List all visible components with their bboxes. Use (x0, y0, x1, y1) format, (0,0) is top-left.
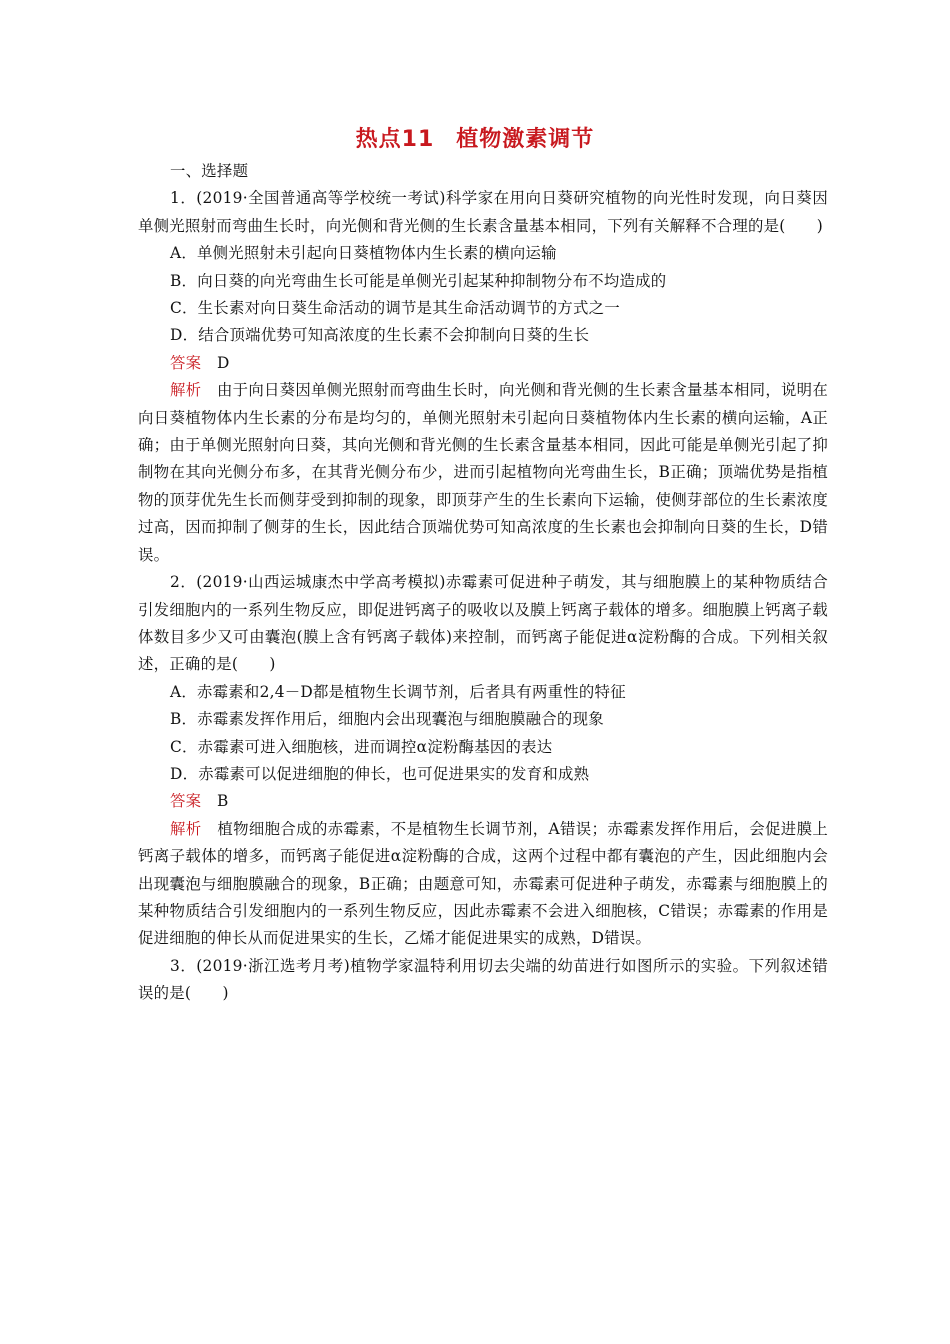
answer-value: B (216, 792, 229, 811)
question-1-option-a: A．单侧光照射未引起向日葵植物体内生长素的横向运输 (170, 244, 557, 263)
question-1-option-b: B．向日葵的向光弯曲生长可能是单侧光引起某种抑制物分布不均造成的 (170, 271, 667, 290)
question-2-option-d: D．赤霉素可以促进细胞的伸长，也可促进果实的发育和成熟 (170, 764, 590, 783)
question-2-answer (138, 788, 828, 815)
question-2-option-a: A．赤霉素和2,4－D都是植物生长调节剂，后者具有两重性的特征 (170, 682, 626, 701)
question-2-stem: 2．(2019·山西运城康杰中学高考模拟)赤霉素可促进种子萌发，其与细胞膜上的某种物质结合引发细胞内的一系列生物反应，即促进钙离子的吸收以及膜上钙离子载体的增多。细胞膜上钙离子载体数目多少又可由囊泡(膜上含有钙离子载体)来控制，而钙离子能促进α淀粉酶的合成。下列相关叙述，正确的是( ) (138, 573, 828, 674)
question-1-answer (138, 350, 828, 377)
answer-label: 答案 (170, 792, 202, 811)
analysis-label: 解析 (170, 819, 202, 838)
document-body (138, 158, 828, 1008)
analysis-text: 由于向日葵因单侧光照射而弯曲生长时，向光侧和背光侧的生长素含量基本相同，说明在向日葵植物体内生长素的分布是均匀的，单侧光照射未引起向日葵植物体内生长素的横向运输，A正确；由于单侧光照射向日葵，其向光侧和背光侧的生长素含量基本相同，因此可能是单侧光引起了抑制物在其向光侧分布多，在其背光侧分布少，进而引起植物向光弯曲生长，B正确；顶端优势是指植物的顶芽优先生长而侧芽受到抑制的现象，即顶芽产生的生长素向下运输，使侧芽部位的生长素浓度过高，因而抑制了侧芽的生长，因此结合顶端优势可知高浓度的生长素也会抑制向日葵的生长，D错误。 (138, 381, 828, 564)
page-title (0, 122, 950, 153)
question-1-option-c: C．生长素对向日葵生命活动的调节是其生命活动调节的方式之一 (170, 299, 620, 318)
analysis-text: 植物细胞合成的赤霉素，不是植物生长调节剂，A错误；赤霉素发挥作用后，会促进膜上钙离子载体的增多，而钙离子能促进α淀粉酶的合成，这两个过程中都有囊泡的产生，因此细胞内会出现囊泡与细胞膜融合的现象，B正确；由题意可知，赤霉素可促进种子萌发，赤霉素与细胞膜上的某种物质结合引发细胞内的一系列生物反应，因此赤霉素不会进入细胞核，C错误；赤霉素的作用是促进细胞的伸长从而促进果实的生长，乙烯才能促进果实的成熟，D错误。 (138, 819, 828, 948)
question-1-analysis (138, 377, 828, 569)
question-3-stem: 3．(2019·浙江选考月考)植物学家温特利用切去尖端的幼苗进行如图所示的实验。下列叙述错误的是( ) (138, 956, 828, 1003)
answer-value: D (216, 353, 230, 372)
answer-label: 答案 (170, 353, 202, 372)
title-topic-number: 热点11 (355, 127, 435, 152)
question-2-option-b: B．赤霉素发挥作用后，细胞内会出现囊泡与细胞膜融合的现象 (170, 710, 604, 729)
section-heading: 一、选择题 (170, 162, 249, 180)
question-2-option-c: C．赤霉素可进入细胞核，进而调控α淀粉酶基因的表达 (170, 737, 553, 756)
analysis-label: 解析 (170, 381, 202, 400)
question-2-analysis (138, 816, 828, 953)
title-topic-name: 植物激素调节 (456, 127, 595, 152)
question-1-option-d: D．结合顶端优势可知高浓度的生长素不会抑制向日葵的生长 (170, 326, 590, 345)
question-1-stem: 1．(2019·全国普通高等学校统一考试)科学家在用向日葵研究植物的向光性时发现，向日葵因单侧光照射而弯曲生长时，向光侧和背光侧的生长素含量基本相同，下列有关解释不合理的是( ) (138, 189, 828, 235)
